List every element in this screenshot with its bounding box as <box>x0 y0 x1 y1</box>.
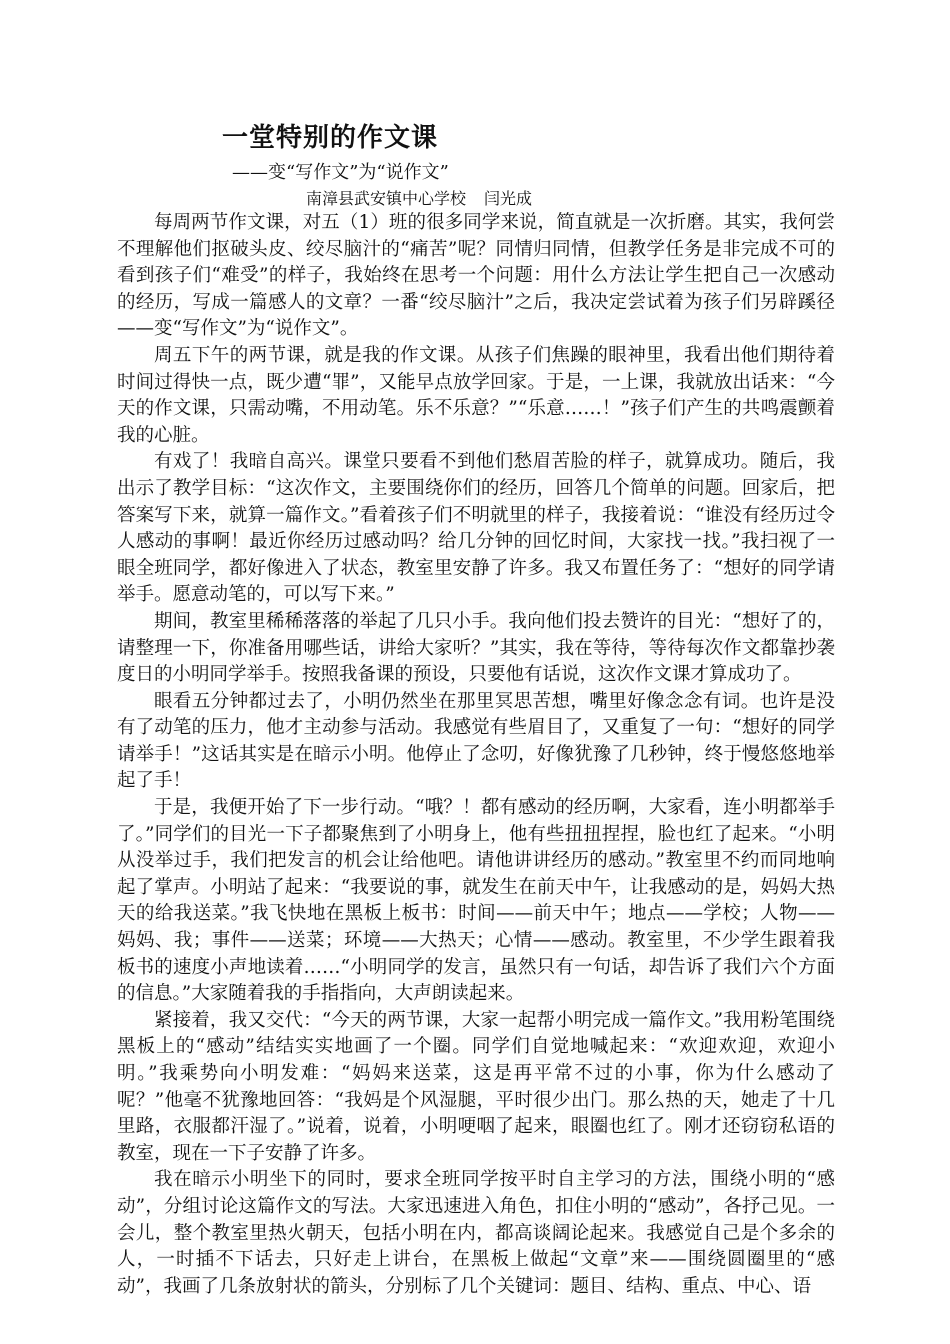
paragraph: 我在暗示小明坐下的同时，要求全班同学按平时自主学习的方法，围绕小明的“感动”，分组讨论这篇作文的写法。大家迅速进入角色，扣住小明的“感动”，各抒己见。一会儿，整个教室里热火朝天，包括小明在内，都高谈阔论起来。我感觉自己是个多余的人，一时插不下话去，只好走上讲台，在黑板上做起“文章”来——围绕圆圈里的“感动”，我画了几条放射状的箭头，分别标了几个关键词：题目、结构、重点、中心、语 <box>117 1169 835 1297</box>
paragraph: 有戏了！我暗自高兴。课堂只要看不到他们愁眉苦脸的样子，就算成功。随后，我出示了教学目标：“这次作文，主要围绕你们的经历，回答几个简单的问题。回家后，把答案写下来，就算一篇作文。”看着孩子们不明就里的样子，我接着说：“谁没有经历过令人感动的事啊！最近你经历过感动吗？给几分钟的回忆时间，大家找一找。”我扫视了一眼全班同学，都好像进入了状态，教室里安静了许多。我又布置任务了：“想好的同学请举手。愿意动笔的，可以写下来。” <box>117 451 835 606</box>
paragraph: 周五下午的两节课，就是我的作文课。从孩子们焦躁的眼神里，我看出他们期待着时间过得快一点，既少遭“罪”，又能早点放学回家。于是，一上课，我就放出话来：“今天的作文课，只需动嘴，不用动笔。乐不乐意？”“乐意……！”孩子们产生的共鸣震颤着我的心脏。 <box>117 344 835 446</box>
paragraph: 于是，我便开始了下一步行动。“哦？！都有感动的经历啊，大家看，连小明都举手了。”同学们的目光一下子都聚焦到了小明身上，他有些扭扭捏捏，脸也红了起来。“小明从没举过手，我们把发言的机会让给他吧。请他讲讲经历的感动。”教室里不约而同地响起了掌声。小明站了起来：“我要说的事，就发生在前天中午，让我感动的是，妈妈大热天的给我送菜。”我飞快地在黑板上板书：时间——前天中午；地点——学校；人物——妈妈、我；事件——送菜；环境——大热天；心情——感动。教室里，不少学生跟着我板书的速度小声地读着……“小明同学的发言，虽然只有一句话，却告诉了我们六个方面的信息。”大家随着我的手指指向，大声朗读起来。 <box>117 797 835 1005</box>
author-name: 闫光成 <box>484 189 533 208</box>
school-name: 南漳县武安镇中心学校 <box>306 189 467 208</box>
paragraph: 期间，教室里稀稀落落的举起了几只小手。我向他们投去赞许的目光：“想好了的，请整理一下，你准备用哪些话，讲给大家听？”其实，我在等待，等待每次作文都靠抄袭度日的小明同学举手。按照我备课的预设，只要他有话说，这次作文课才算成功了。 <box>117 610 835 686</box>
paragraph: 眼看五分钟都过去了，小明仍然坐在那里冥思苦想，嘴里好像念念有词。也许是没有了动笔的压力，他才主动参与活动。我感觉有些眉目了，又重复了一句：“想好的同学请举手！”这话其实是在暗示小明。他停止了念叨，好像犹豫了几秒钟，终于慢悠悠地举起了手！ <box>117 690 835 792</box>
article-title: 一堂特别的作文课 <box>222 123 439 153</box>
article-body <box>117 210 835 1300</box>
paragraph: 紧接着，我又交代：“今天的两节课，大家一起帮小明完成一篇作文。”我用粉笔围绕黑板上的“感动”结结实实地画了一个圈。同学们自觉地喊起来：“欢迎欢迎，欢迎小明。”我乘势向小明发难：“妈妈来送菜，这是再平常不过的小事，你为什么感动了呢？”他毫不犹豫地回答：“我妈是个风湿腿，平时很少出门。那么热的天，她走了十几里路，衣服都汗湿了。”说着，说着，小明哽咽了起来，眼圈也红了。刚才还窃窃私语的教室，现在一下子安静了许多。 <box>117 1009 835 1164</box>
byline <box>306 188 532 210</box>
paragraph: 每周两节作文课，对五（1）班的很多同学来说，简直就是一次折磨。其实，我何尝不理解他们抠破头皮、绞尽脑汁的“痛苦”呢？同情归同情，但教学任务是非完成不可的看到孩子们“难受”的样子，我始终在思考一个问题：用什么方法让学生把自己一次感动的经历，写成一篇感人的文章？一番“绞尽脑汁”之后，我决定尝试着为孩子们另辟蹊径——变“写作文”为“说作文”。 <box>117 212 835 340</box>
article-subtitle: ——变“写作文”为“说作文” <box>232 162 449 183</box>
